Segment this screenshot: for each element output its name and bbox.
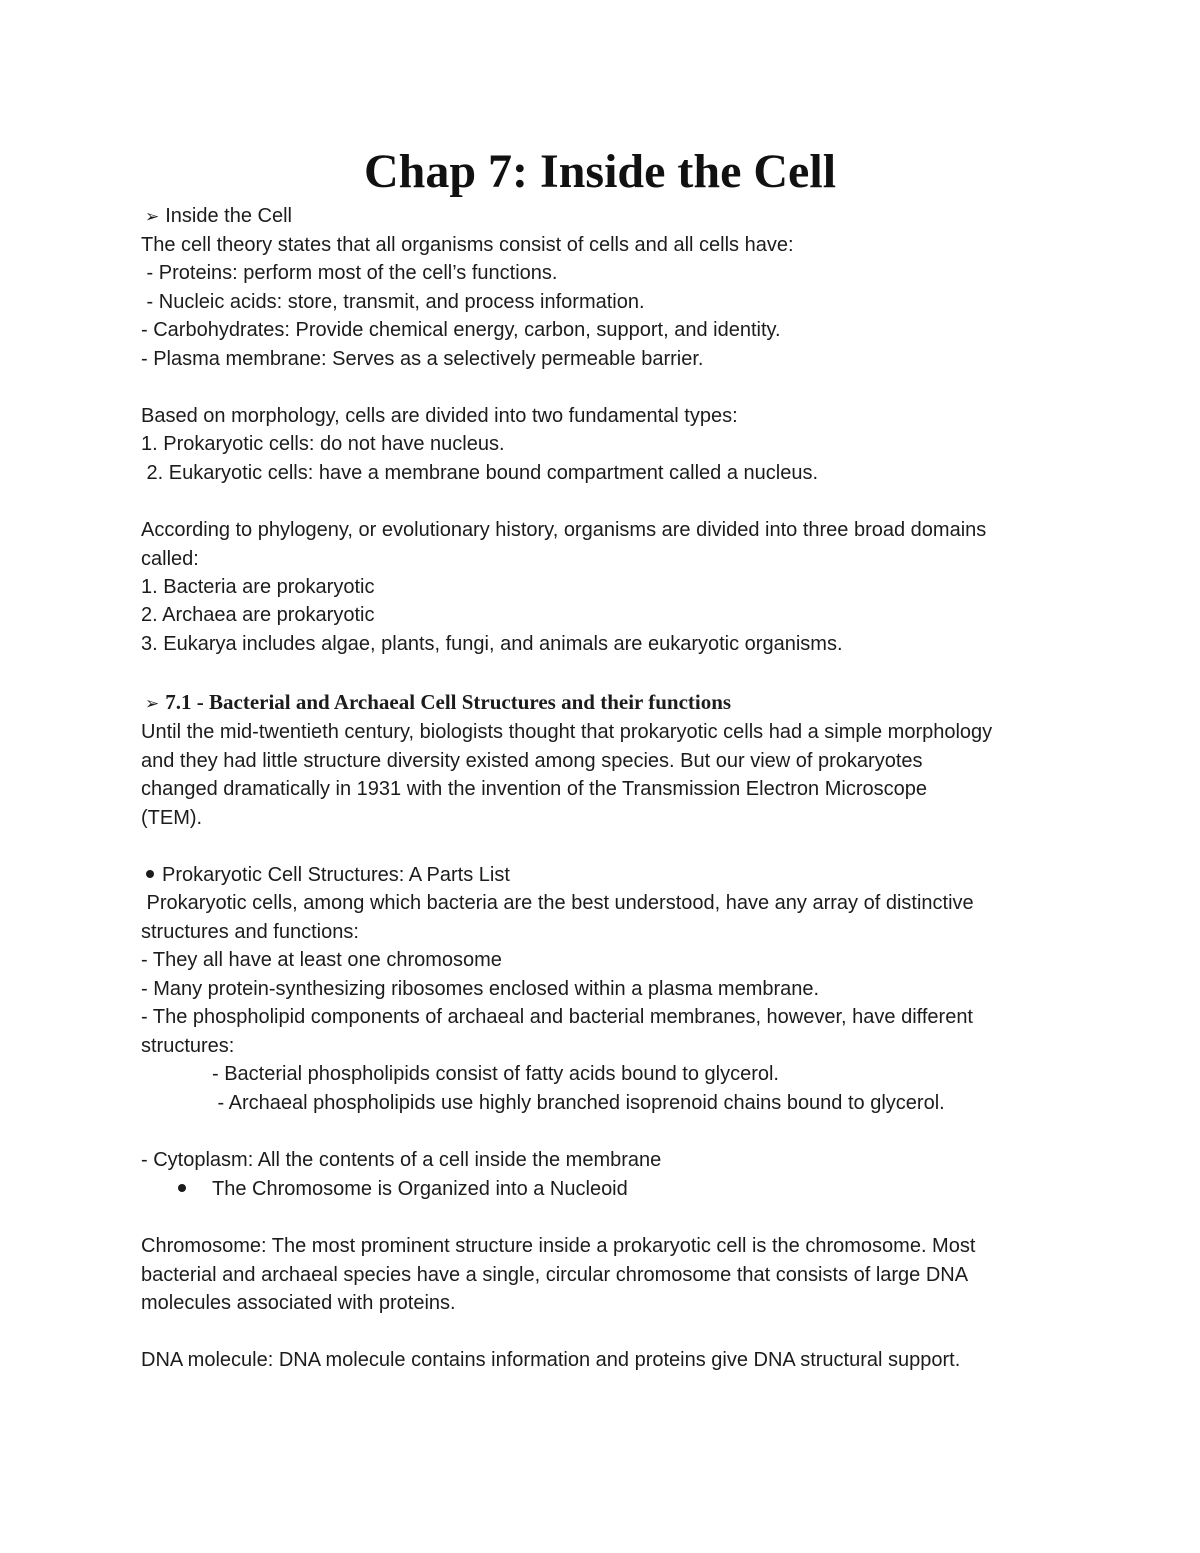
paragraph-line: bacterial and archaeal species have a single, circular chromosome that consists of large DNA bbox=[141, 1264, 969, 1286]
paragraph-line: Based on morphology, cells are divided into two fundamental types: bbox=[141, 405, 738, 427]
bullet-item-text: The Chromosome is Organized into a Nucleoid bbox=[212, 1178, 628, 1200]
list-item: - Many protein-synthesizing ribosomes enclosed within a plasma membrane. bbox=[141, 978, 820, 1000]
list-item: 3. Eukarya includes algae, plants, fungi, and animals are eukaryotic organisms. bbox=[141, 633, 843, 655]
paragraph-line: structures and functions: bbox=[141, 921, 359, 943]
paragraph-line: (TEM). bbox=[141, 807, 203, 829]
section-heading-text: Inside the Cell bbox=[165, 205, 292, 227]
paragraph-line: and they had little structure diversity existed among species. But our view of prokaryotes bbox=[141, 750, 923, 772]
list-item: 1. Bacteria are prokaryotic bbox=[141, 576, 375, 598]
list-item: - Cytoplasm: All the contents of a cell inside the membrane bbox=[141, 1149, 662, 1171]
bullet-item-nucleoid bbox=[178, 1175, 1118, 1203]
bullet-dot-icon bbox=[146, 870, 154, 878]
paragraph-line: Prokaryotic cells, among which bacteria are the best understood, have any array of distinctive bbox=[141, 892, 974, 914]
paragraph-line: DNA molecule: DNA molecule contains information and proteins give DNA structural support. bbox=[141, 1349, 961, 1371]
paragraph-line: Until the mid-twentieth century, biologists thought that prokaryotic cells had a simple morphology bbox=[141, 721, 993, 743]
list-item: - Plasma membrane: Serves as a selectively permeable barrier. bbox=[141, 348, 704, 370]
list-item: - Carbohydrates: Provide chemical energy, carbon, support, and identity. bbox=[141, 319, 781, 341]
list-item: - They all have at least one chromosome bbox=[141, 949, 502, 971]
list-item: - Nucleic acids: store, transmit, and process information. bbox=[141, 291, 645, 313]
list-item: 2. Archaea are prokaryotic bbox=[141, 604, 375, 626]
document-title: Chap 7: Inside the Cell bbox=[363, 145, 837, 198]
section-heading-7-1 bbox=[145, 688, 1085, 716]
section-heading-inside-the-cell bbox=[145, 202, 1085, 230]
list-item: - Proteins: perform most of the cell’s functions. bbox=[141, 262, 558, 284]
paragraph-line: According to phylogeny, or evolutionary history, organisms are divided into three broad domains bbox=[141, 519, 987, 541]
bullet-heading-text: Prokaryotic Cell Structures: A Parts List bbox=[162, 864, 510, 886]
arrow-bullet-icon: ➢ bbox=[145, 694, 160, 714]
sub-list-item: - Archaeal phospholipids use highly branched isoprenoid chains bound to glycerol. bbox=[212, 1092, 945, 1114]
list-item: 1. Prokaryotic cells: do not have nucleus. bbox=[141, 433, 505, 455]
sub-list-item: - Bacterial phospholipids consist of fatty acids bound to glycerol. bbox=[212, 1063, 779, 1085]
paragraph-line: molecules associated with proteins. bbox=[141, 1292, 456, 1314]
paragraph-line: called: bbox=[141, 548, 199, 570]
paragraph-line: changed dramatically in 1931 with the invention of the Transmission Electron Microscope bbox=[141, 778, 927, 800]
arrow-bullet-icon: ➢ bbox=[145, 207, 160, 227]
list-item: 2. Eukaryotic cells: have a membrane bound compartment called a nucleus. bbox=[141, 462, 819, 484]
list-item: - The phospholipid components of archaeal and bacterial membranes, however, have different bbox=[141, 1006, 973, 1028]
list-item: structures: bbox=[141, 1035, 235, 1057]
section-heading-text: 7.1 - Bacterial and Archaeal Cell Structures and their functions bbox=[165, 690, 732, 714]
bullet-heading-parts-list bbox=[146, 861, 1086, 889]
paragraph-line: The cell theory states that all organisms consist of cells and all cells have: bbox=[141, 234, 794, 256]
bullet-dot-icon bbox=[178, 1184, 186, 1192]
paragraph-line: Chromosome: The most prominent structure inside a prokaryotic cell is the chromosome. Most bbox=[141, 1235, 976, 1257]
